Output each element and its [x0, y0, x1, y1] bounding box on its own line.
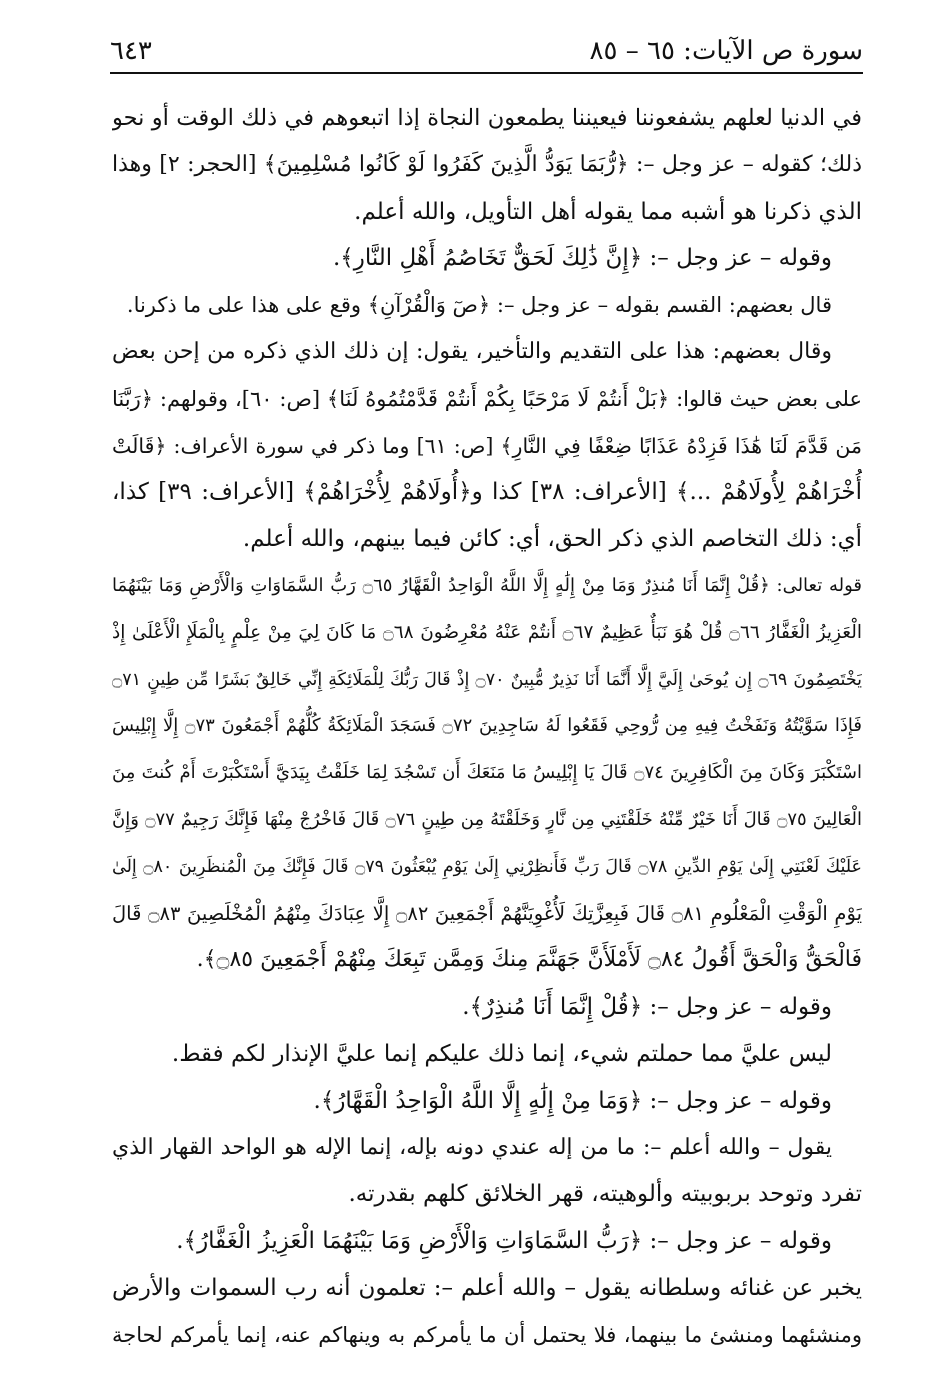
text-line: وقوله – عز وجل –: ﴿إِنَّ ذَٰلِكَ لَحَقٌّ تَخَاصُمُ أَهْلِ النَّارِ﴾. [332, 245, 832, 272]
text-line: على بعض حيث قالوا: ﴿بَلْ أَنتُمْ لَا مَرْحَبًا بِكُمْ أَنتُمْ قَدَّمْتُمُوهُ لَنَا﴾ [ص: ٦٠]، وقولهم: ﴿رَبَّنَا [112, 386, 862, 411]
text-line: وقوله – عز وجل –: ﴿قُلْ إِنَّمَا أَنَا مُنذِرٌ﴾. [462, 994, 832, 1021]
text-line: وقال بعضهم: هذا على التقديم والتأخير، يقول: إن ذلك الذي ذكره من إحن بعض [112, 338, 832, 364]
verse-line: يَوْمِ الْوَقْتِ الْمَعْلُومِ ۝٨١ قَالَ فَبِعِزَّتِكَ لَأُغْوِيَنَّهُمْ أَجْمَعِينَ ۝٨٢ إِلَّا عِبَادَكَ مِنْهُمُ الْمُخْلَصِينَ ۝٨٣ قَالَ [112, 901, 862, 925]
verse-line: الْعَالِينَ ۝٧٥ قَالَ أَنَا خَيْرٌ مِّنْهُ خَلَقْتَنِي مِن نَّارٍ وَخَلَقْتَهُ مِن طِينٍ ۝٧٦ قَالَ فَاخْرُجْ مِنْهَا فَإِنَّكَ رَجِيمٌ ۝٧٧ وَإِنَّ [112, 808, 862, 830]
header-rule [110, 72, 863, 74]
page-number: ٦٤٣ [110, 36, 152, 66]
text-line: وقوله – عز وجل –: ﴿رَبُّ السَّمَاوَاتِ وَالْأَرْضِ وَمَا بَيْنَهُمَا الْعَزِيزُ الْغَفَّارُ﴾. [176, 1228, 832, 1255]
text-line: ذلك؛ كقوله – عز وجل –: ﴿رُّبَمَا يَوَدُّ الَّذِينَ كَفَرُوا لَوْ كَانُوا مُسْلِمِينَ﴾ [الحجر: ٢] وهذا [112, 151, 862, 177]
verse-line: الْعَزِيزُ الْغَفَّارُ ۝٦٦ قُلْ هُوَ نَبَأٌ عَظِيمٌ ۝٦٧ أَنتُمْ عَنْهُ مُعْرِضُونَ ۝٦٨ مَا كَانَ لِيَ مِنْ عِلْمٍ بِالْمَلَإِ الْأَعْلَىٰ إِذْ [112, 621, 862, 643]
text-line: الذي ذكرنا هو أشبه مما يقوله أهل التأويل، والله أعلم. [354, 198, 862, 225]
text-line: وقوله – عز وجل –: ﴿وَمَا مِنْ إِلَٰهٍ إِلَّا اللَّهُ الْوَاحِدُ الْقَهَّارُ﴾. [313, 1087, 832, 1114]
page-header [110, 30, 863, 74]
text-line: قال بعضهم: القسم بقوله – عز وجل –: ﴿صٓ وَالْقُرْآنِ﴾ وقع على هذا على ما ذكرنا. [126, 293, 832, 318]
text-line: ومنشئهما ومنشئ ما بينهما، فلا يحتمل أن ما يأمركم به وينهاكم عنه، إنما يأمركم لحاجة [112, 1322, 862, 1347]
verse-line: فَالْحَقُّ وَالْحَقَّ أَقُولُ ۝٨٤ لَأَمْلَأَنَّ جَهَنَّمَ مِنكَ وَمِمَّن تَبِعَكَ مِنْهُمْ أَجْمَعِينَ ۝٨٥﴾. [196, 947, 862, 973]
text-line: تفرد وتوحد بربوبيته وألوهيته، قهر الخلائق كلهم بقدرته. [348, 1181, 862, 1208]
text-line: يقول – والله أعلم –: ما من إله عندي دونه بإله، إنما الإله هو الواحد القهار الذي [112, 1134, 832, 1160]
text-line: في الدنيا لعلهم يشفعوننا فيعيننا يطمعون النجاة إذا اتبعوهم في ذلك الوقت أو نحو [112, 105, 862, 131]
verse-line: اسْتَكْبَرَ وَكَانَ مِنَ الْكَافِرِينَ ۝٧٤ قَالَ يَا إِبْلِيسُ مَا مَنَعَكَ أَن تَسْجُدَ لِمَا خَلَقْتُ بِيَدَيَّ أَسْتَكْبَرْتَ أَمْ كُنتَ مِنَ [112, 762, 862, 784]
text-line: ليس عليَّ مما حملتم شيء، إنما ذلك عليكم إنما عليَّ الإنذار لكم فقط. [171, 1040, 832, 1067]
verse-line: فَإِذَا سَوَّيْتُهُ وَنَفَخْتُ فِيهِ مِن رُّوحِي فَقَعُوا لَهُ سَاجِدِينَ ۝٧٢ فَسَجَدَ الْمَلَائِكَةُ كُلُّهُمْ أَجْمَعُونَ ۝٧٣ إِلَّا إِبْلِيسَ [112, 715, 862, 737]
page-body [112, 95, 862, 1359]
text-line: أُخْرَاهُمْ لِأُولَاهُمْ ...﴾ [الأعراف: ٣٨] كذا و﴿أُولَاهُمْ لِأُخْرَاهُمْ﴾ [الأعراف: ٣٩] كذا، [112, 479, 862, 506]
text-line: مَن قَدَّمَ لَنَا هَٰذَا فَزِدْهُ عَذَابًا ضِعْفًا فِي النَّارِ﴾ [ص: ٦١] وما ذكر في سورة الأعراف: ﴿قَالَتْ [112, 433, 862, 458]
text-line: يخبر عن غنائه وسلطانه يقول – والله أعلم –: تعلمون أنه رب السموات والأرض [112, 1274, 862, 1301]
text-line: أي: ذلك التخاصم الذي ذكر الحق، أي: كائن فيما بينهم، والله أعلم. [242, 526, 862, 553]
running-title: سورة ص الآيات: ٦٥ – ٨٥ [589, 36, 863, 66]
verse-line: عَلَيْكَ لَعْنَتِي إِلَىٰ يَوْمِ الدِّينِ ۝٧٨ قَالَ رَبِّ فَأَنظِرْنِي إِلَىٰ يَوْمِ يُبْعَثُونَ ۝٧٩ قَالَ فَإِنَّكَ مِنَ الْمُنظَرِينَ ۝٨٠ إِلَىٰ [112, 856, 862, 877]
verse-line-lead: قوله تعالى: ﴿قُلْ إِنَّمَا أَنَا مُنذِرٌ وَمَا مِنْ إِلَٰهٍ إِلَّا اللَّهُ الْوَاحِدُ الْقَهَّارُ ۝٦٥ رَبُّ السَّمَاوَاتِ وَالْأَرْضِ وَمَا بَيْنَهُمَا [112, 574, 862, 596]
verse-line: يَخْتَصِمُونَ ۝٦٩ إِن يُوحَىٰ إِلَيَّ إِلَّا أَنَّمَا أَنَا نَذِيرٌ مُّبِينٌ ۝٧٠ إِذْ قَالَ رَبُّكَ لِلْمَلَائِكَةِ إِنِّي خَالِقٌ بَشَرًا مِّن طِينٍ ۝٧١ [112, 669, 862, 690]
